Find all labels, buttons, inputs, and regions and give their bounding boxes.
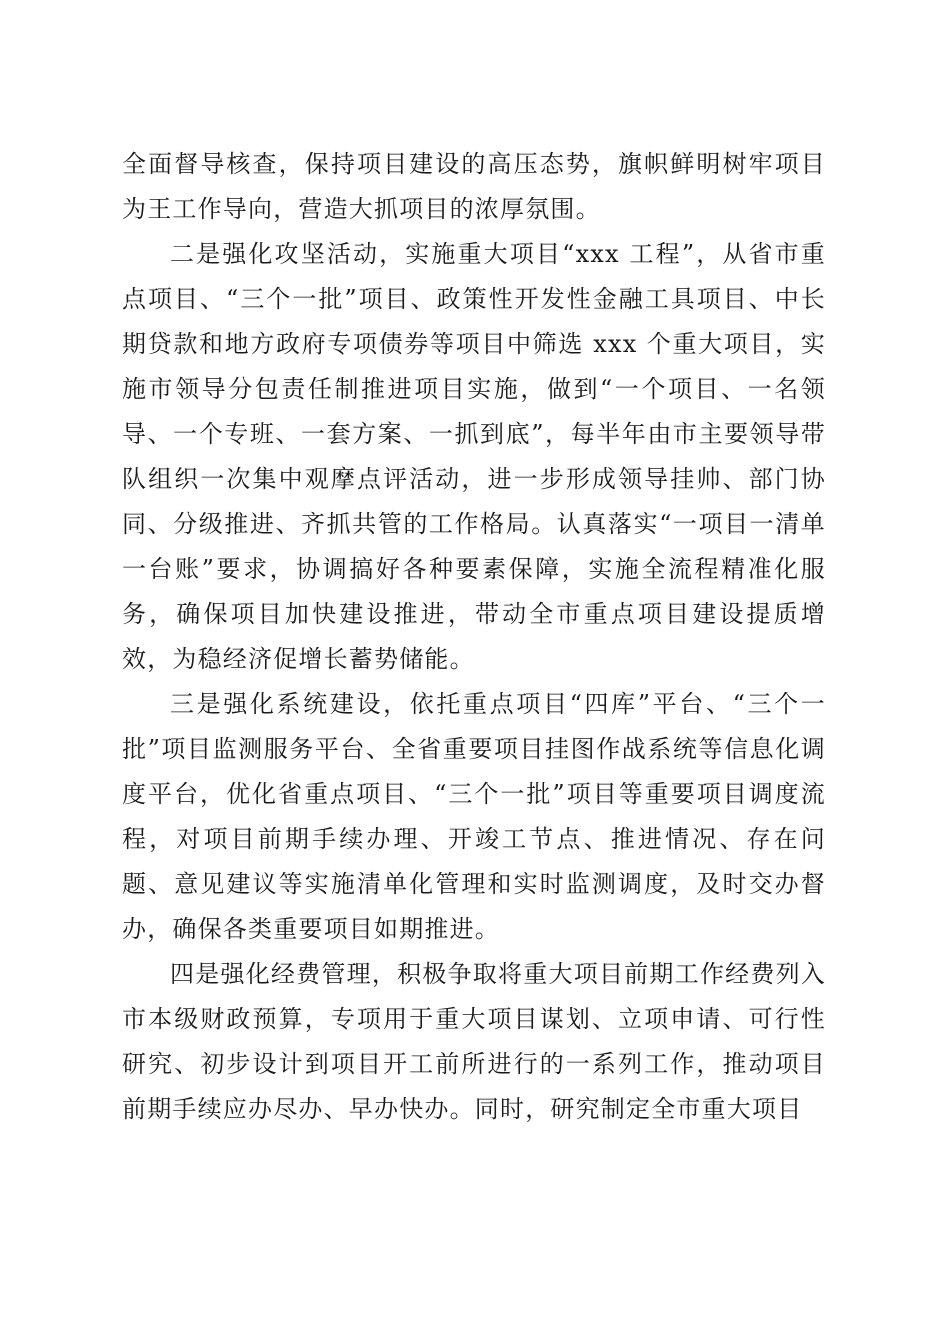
- paragraph-item-three: 三是强化系统建设，依托重点项目“四库”平台、“三个一批”项目监测服务平台、全省重要项目挂图作战系统等信息化调度平台，优化省重点项目、“三个一批”项目等重要项目调度流程，对项目前期手续办理、开竣工节点、推进情况、存在问题、意见建议等实施清单化管理和实时监测调度，及时交办督办，确保各类重要项目如期推进。: [122, 690, 826, 943]
- document-body: [122, 142, 826, 1132]
- paragraph-item-four: 四是强化经费管理，积极争取将重大项目前期工作经费列入市本级财政预算，专项用于重大项目谋划、立项申请、可行性研究、初步设计到项目开工前所进行的一系列工作，推动项目前期手续应办尽办、早办快办。同时，研究制定全市重大项目: [122, 960, 826, 1123]
- paragraph-continuation: 全面督导核查，保持项目建设的高压态势，旗帜鲜明树牢项目为王工作导向，营造大抓项目的浓厚氛围。: [122, 150, 826, 223]
- paragraph-item-two: 二是强化攻坚活动，实施重大项目“xxx 工程”，从省市重点项目、“三个一批”项目、政策性开发性金融工具项目、中长期贷款和地方政府专项债券等项目中筛选 xxx 个重大项目，实施市领导分包责任制推进项目实施，做到“一个项目、一名领导、一个专班、一套方案、一抓到底”，每半年由市主要领导带队组织一次集中观摩点评活动，进一步形成领导挂帅、部门协同、分级推进、齐抓共管的工作格局。认真落实“一项目一清单一台账”要求，协调搞好各种要素保障，实施全流程精准化服务，确保项目加快建设推进，带动全市重点项目建设提质增效，为稳经济促增长蓄势储能。: [122, 240, 826, 673]
